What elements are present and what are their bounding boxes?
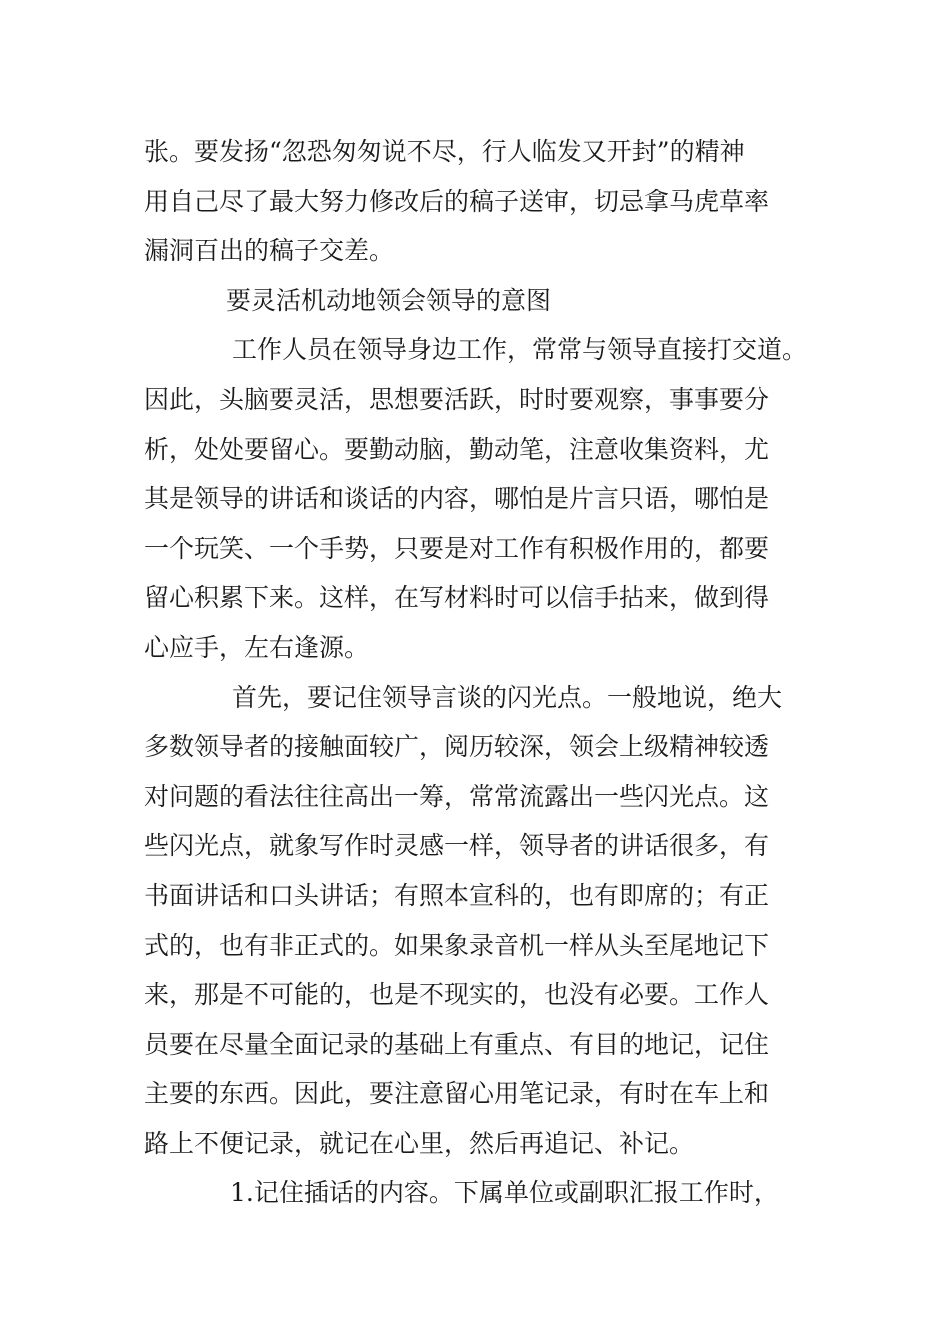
text-line: 用自己尽了最大努力修改后的稿子送审，切忌拿马虎草率	[144, 186, 770, 216]
text-line: 对问题的看法往往高出一筹，常常流露出一些闪光点。这	[144, 781, 770, 811]
text-line: 些闪光点，就象写作时灵感一样，领导者的讲话很多，有	[144, 831, 770, 861]
text-line: 张。要发扬“忽恐匆匆说不尽，行人临发又开封”的精神	[144, 137, 745, 166]
list-item-first-line: 1.记住插话的内容。下属单位或副职汇报工作时，	[230, 1178, 779, 1208]
text-line: 式的，也有非正式的。如果象录音机一样从头至尾地记下	[144, 930, 770, 960]
paragraph-first-line: 首先，要记住领导言谈的闪光点。一般地说，绝大	[232, 682, 783, 712]
text-line: 留心积累下来。这样，在写材料时可以信手拈来，做到得	[144, 583, 770, 613]
text-line: 来，那是不可能的，也是不现实的，也没有必要。工作人	[144, 980, 770, 1010]
text-line: 多数领导者的接触面较广，阅历较深，领会上级精神较透	[144, 732, 770, 762]
text-line: 路上不便记录，就记在心里，然后再追记、补记。	[144, 1128, 695, 1158]
paragraph-first-line: 工作人员在领导身边工作，常常与领导直接打交道。	[232, 335, 808, 365]
text-line: 其是领导的讲话和谈话的内容，哪怕是片言只语，哪怕是	[144, 484, 770, 514]
text-line: 员要在尽量全面记录的基础上有重点、有目的地记，记住	[144, 1029, 770, 1059]
document-body	[144, 127, 816, 1218]
text-line: 漏洞百出的稿子交差。	[144, 236, 395, 266]
text-line: 主要的东西。因此，要注意留心用笔记录，有时在车上和	[144, 1079, 770, 1109]
section-heading: 要灵活机动地领会领导的意图	[226, 285, 552, 315]
text-line: 析，处处要留心。要勤动脑，勤动笔，注意收集资料，尤	[144, 434, 770, 464]
text-line: 心应手，左右逢源。	[144, 632, 370, 662]
text-line: 一个玩笑、一个手势，只要是对工作有积极作用的，都要	[144, 533, 770, 563]
text-line: 书面讲话和口头讲话；有照本宣科的，也有即席的；有正	[144, 880, 770, 910]
text-line: 因此，头脑要灵活，思想要活跃，时时要观察，事事要分	[144, 384, 770, 414]
